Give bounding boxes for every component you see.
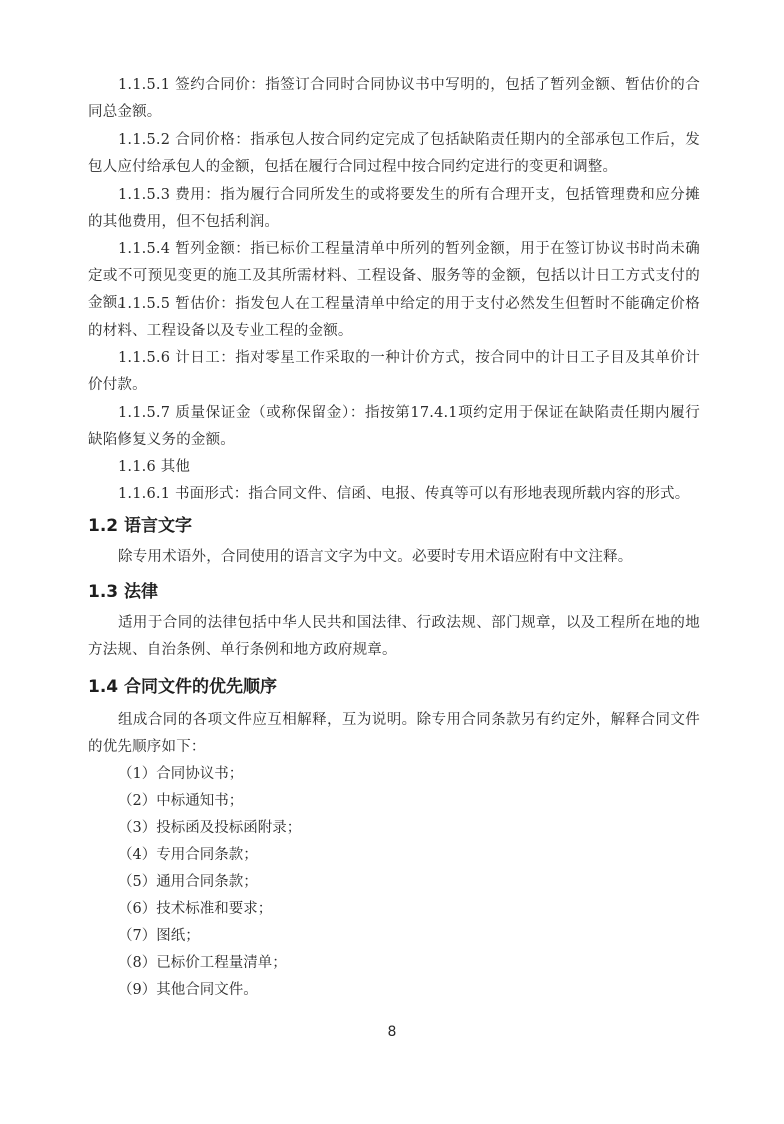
clause-1-1-5-2: 1.1.5.2 合同价格：指承包人按合同约定完成了包括缺陷责任期内的全部承包工作后，发包人应付给承包人的金额，包括在履行合同过程中按合同约定进行的变更和调整。 bbox=[88, 132, 700, 175]
section-text-1-3: 适用于合同的法律包括中华人民共和国法律、行政法规、部门规章，以及工程所在地的地方法规、自治条例、单行条例和地方政府规章。 bbox=[88, 615, 700, 658]
list-item: （3）投标函及投标函附录； bbox=[118, 820, 302, 836]
clause-1-1-5-3: 1.1.5.3 费用：指为履行合同所发生的或将要发生的所有合理开支，包括管理费和应分摊的其他费用，但不包括利润。 bbox=[88, 187, 700, 230]
clause-1-1-5-6: 1.1.5.6 计日工：指对零星工作采取的一种计价方式，按合同中的计日工子目及其单价计价付款。 bbox=[88, 350, 700, 393]
list-item: （7）图纸； bbox=[118, 928, 200, 944]
clause-1-1-5-5: 1.1.5.5 暂估价：指发包人在工程量清单中给定的用于支付必然发生但暂时不能确定价格的材料、工程设备以及专业工程的金额。 bbox=[88, 296, 700, 339]
list-item: （5）通用合同条款； bbox=[118, 874, 258, 890]
list-item: （2）中标通知书； bbox=[118, 793, 244, 809]
list-item: （8）已标价工程量清单； bbox=[118, 955, 287, 971]
section-text-1-4: 组成合同的各项文件应互相解释，互为说明。除专用合同条款另有约定外，解释合同文件的优先顺序如下： bbox=[88, 712, 700, 755]
page-number: 8 bbox=[387, 1024, 397, 1040]
list-item: （1）合同协议书； bbox=[118, 766, 244, 782]
clause-1-1-6: 1.1.6 其他 bbox=[118, 459, 191, 475]
list-item: （4）专用合同条款； bbox=[118, 847, 258, 863]
section-heading-1-3: 1.3 法律 bbox=[88, 582, 159, 602]
list-item: （6）技术标准和要求； bbox=[118, 901, 273, 917]
section-text-1-2: 除专用术语外，合同使用的语言文字为中文。必要时专用术语应附有中文注释。 bbox=[118, 549, 633, 565]
clause-1-1-5-7: 1.1.5.7 质量保证金（或称保留金）：指按第17.4.1项约定用于保证在缺陷责任期内履行缺陷修复义务的金额。 bbox=[88, 405, 700, 448]
section-heading-1-4: 1.4 合同文件的优先顺序 bbox=[88, 677, 278, 697]
clause-1-1-6-1: 1.1.6.1 书面形式：指合同文件、信函、电报、传真等可以有形地表现所载内容的形式。 bbox=[118, 486, 690, 502]
clause-1-1-5-1: 1.1.5.1 签约合同价：指签订合同时合同协议书中写明的，包括了暂列金额、暂估价的合同总金额。 bbox=[88, 77, 700, 120]
clause-1-1-5-4: 1.1.5.4 暂列金额：指已标价工程量清单中所列的暂列金额，用于在签订协议书时尚未确定或不可预见变更的施工及其所需材料、工程设备、服务等的金额，包括以计日工方式支付的金额。 bbox=[88, 241, 700, 311]
section-heading-1-2: 1.2 语言文字 bbox=[88, 516, 193, 536]
list-item: （9）其他合同文件。 bbox=[118, 982, 258, 998]
